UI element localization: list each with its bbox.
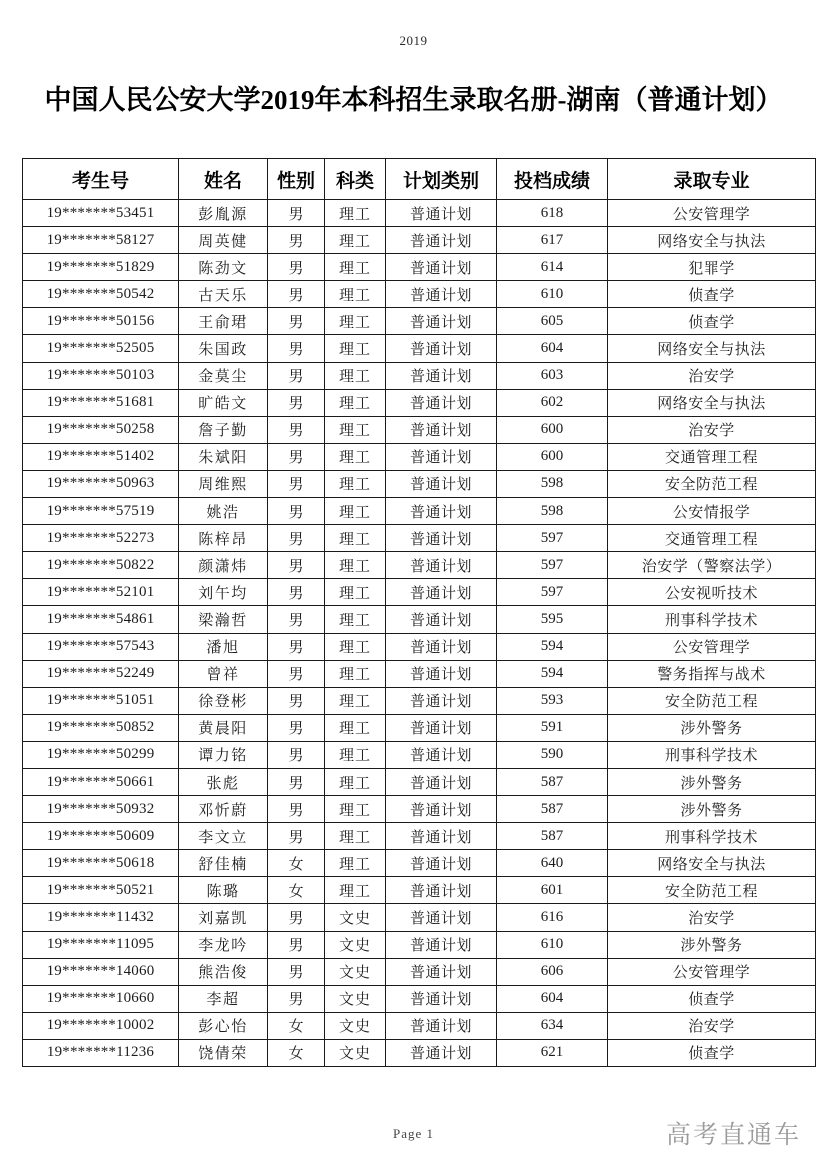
cell-exam-no: 19*******50156 xyxy=(23,308,179,335)
cell-gender: 男 xyxy=(268,714,325,741)
cell-name: 舒佳楠 xyxy=(179,850,268,877)
cell-name: 潘旭 xyxy=(179,633,268,660)
cell-plan-type: 普通计划 xyxy=(386,633,497,660)
cell-plan-type: 普通计划 xyxy=(386,768,497,795)
cell-subject: 理工 xyxy=(325,579,386,606)
admission-roster-table xyxy=(22,158,816,1067)
cell-plan-type: 普通计划 xyxy=(386,606,497,633)
cell-major: 网络安全与执法 xyxy=(608,850,816,877)
table-row xyxy=(23,1012,816,1039)
table-row xyxy=(23,714,816,741)
cell-score: 621 xyxy=(497,1039,608,1066)
cell-gender: 男 xyxy=(268,525,325,552)
cell-exam-no: 19*******50609 xyxy=(23,823,179,850)
cell-exam-no: 19*******50618 xyxy=(23,850,179,877)
table-row xyxy=(23,389,816,416)
cell-major: 刑事科学技术 xyxy=(608,606,816,633)
table-row xyxy=(23,931,816,958)
watermark: 高考直通车 xyxy=(665,1121,801,1149)
cell-major: 公安情报学 xyxy=(608,498,816,525)
table-row xyxy=(23,660,816,687)
cell-score: 640 xyxy=(497,850,608,877)
table-row xyxy=(23,823,816,850)
cell-plan-type: 普通计划 xyxy=(386,579,497,606)
table-row xyxy=(23,850,816,877)
cell-subject: 理工 xyxy=(325,254,386,281)
cell-score: 616 xyxy=(497,904,608,931)
cell-exam-no: 19*******52101 xyxy=(23,579,179,606)
table-row xyxy=(23,579,816,606)
cell-name: 刘午均 xyxy=(179,579,268,606)
cell-name: 古天乐 xyxy=(179,281,268,308)
cell-plan-type: 普通计划 xyxy=(386,308,497,335)
cell-exam-no: 19*******11432 xyxy=(23,904,179,931)
cell-name: 金莫尘 xyxy=(179,362,268,389)
cell-subject: 理工 xyxy=(325,633,386,660)
cell-name: 黄晨阳 xyxy=(179,714,268,741)
cell-exam-no: 19*******10660 xyxy=(23,985,179,1012)
column-header-name: 姓名 xyxy=(179,159,268,200)
cell-major: 侦查学 xyxy=(608,308,816,335)
cell-score: 587 xyxy=(497,823,608,850)
cell-name: 梁瀚哲 xyxy=(179,606,268,633)
cell-score: 606 xyxy=(497,958,608,985)
cell-gender: 男 xyxy=(268,200,325,227)
cell-plan-type: 普通计划 xyxy=(386,227,497,254)
column-header-major: 录取专业 xyxy=(608,159,816,200)
table-row xyxy=(23,985,816,1012)
cell-plan-type: 普通计划 xyxy=(386,796,497,823)
cell-subject: 理工 xyxy=(325,606,386,633)
cell-name: 邓忻蔚 xyxy=(179,796,268,823)
table-row xyxy=(23,606,816,633)
cell-gender: 男 xyxy=(268,931,325,958)
table-row xyxy=(23,362,816,389)
cell-name: 颜潇炜 xyxy=(179,552,268,579)
cell-plan-type: 普通计划 xyxy=(386,470,497,497)
cell-score: 598 xyxy=(497,498,608,525)
cell-score: 591 xyxy=(497,714,608,741)
cell-score: 634 xyxy=(497,1012,608,1039)
cell-subject: 理工 xyxy=(325,823,386,850)
cell-score: 593 xyxy=(497,687,608,714)
cell-subject: 理工 xyxy=(325,227,386,254)
cell-plan-type: 普通计划 xyxy=(386,335,497,362)
cell-name: 曾祥 xyxy=(179,660,268,687)
cell-subject: 文史 xyxy=(325,904,386,931)
cell-exam-no: 19*******50103 xyxy=(23,362,179,389)
cell-exam-no: 19*******50932 xyxy=(23,796,179,823)
cell-name: 彭胤源 xyxy=(179,200,268,227)
cell-name: 饶倩荣 xyxy=(179,1039,268,1066)
cell-plan-type: 普通计划 xyxy=(386,823,497,850)
cell-score: 614 xyxy=(497,254,608,281)
cell-major: 网络安全与执法 xyxy=(608,335,816,362)
cell-exam-no: 19*******52273 xyxy=(23,525,179,552)
table-row xyxy=(23,958,816,985)
page-header-year: 2019 xyxy=(399,33,428,48)
cell-score: 617 xyxy=(497,227,608,254)
cell-score: 610 xyxy=(497,281,608,308)
cell-score: 597 xyxy=(497,552,608,579)
cell-gender: 女 xyxy=(268,850,325,877)
cell-score: 603 xyxy=(497,362,608,389)
cell-subject: 理工 xyxy=(325,741,386,768)
table-row xyxy=(23,796,816,823)
cell-exam-no: 19*******57543 xyxy=(23,633,179,660)
cell-score: 590 xyxy=(497,741,608,768)
cell-major: 安全防范工程 xyxy=(608,687,816,714)
cell-subject: 文史 xyxy=(325,1039,386,1066)
table-row xyxy=(23,633,816,660)
cell-score: 594 xyxy=(497,660,608,687)
table-row xyxy=(23,768,816,795)
cell-name: 李超 xyxy=(179,985,268,1012)
cell-major: 公安管理学 xyxy=(608,958,816,985)
table-row xyxy=(23,1039,816,1066)
cell-name: 詹子勤 xyxy=(179,416,268,443)
table-row xyxy=(23,227,816,254)
cell-gender: 男 xyxy=(268,687,325,714)
cell-major: 涉外警务 xyxy=(608,714,816,741)
cell-gender: 男 xyxy=(268,741,325,768)
cell-plan-type: 普通计划 xyxy=(386,525,497,552)
cell-score: 601 xyxy=(497,877,608,904)
cell-exam-no: 19*******51681 xyxy=(23,389,179,416)
cell-plan-type: 普通计划 xyxy=(386,1039,497,1066)
column-header-exam-no: 考生号 xyxy=(23,159,179,200)
cell-subject: 理工 xyxy=(325,200,386,227)
cell-gender: 男 xyxy=(268,443,325,470)
cell-subject: 理工 xyxy=(325,443,386,470)
cell-subject: 理工 xyxy=(325,714,386,741)
cell-major: 安全防范工程 xyxy=(608,470,816,497)
cell-major: 安全防范工程 xyxy=(608,877,816,904)
cell-gender: 男 xyxy=(268,660,325,687)
cell-exam-no: 19*******52505 xyxy=(23,335,179,362)
cell-exam-no: 19*******14060 xyxy=(23,958,179,985)
cell-subject: 文史 xyxy=(325,985,386,1012)
table-row xyxy=(23,904,816,931)
cell-major: 网络安全与执法 xyxy=(608,227,816,254)
cell-score: 595 xyxy=(497,606,608,633)
cell-score: 598 xyxy=(497,470,608,497)
cell-gender: 男 xyxy=(268,254,325,281)
table-row xyxy=(23,877,816,904)
cell-gender: 男 xyxy=(268,227,325,254)
cell-gender: 男 xyxy=(268,498,325,525)
table-row xyxy=(23,200,816,227)
cell-exam-no: 19*******51402 xyxy=(23,443,179,470)
table-header-row xyxy=(23,159,816,200)
cell-exam-no: 19*******10002 xyxy=(23,1012,179,1039)
cell-major: 治安学 xyxy=(608,362,816,389)
cell-exam-no: 19*******54861 xyxy=(23,606,179,633)
cell-score: 610 xyxy=(497,931,608,958)
cell-major: 涉外警务 xyxy=(608,796,816,823)
cell-gender: 男 xyxy=(268,308,325,335)
cell-plan-type: 普通计划 xyxy=(386,741,497,768)
cell-gender: 男 xyxy=(268,768,325,795)
column-header-subject: 科类 xyxy=(325,159,386,200)
cell-plan-type: 普通计划 xyxy=(386,904,497,931)
cell-subject: 理工 xyxy=(325,877,386,904)
cell-exam-no: 19*******11095 xyxy=(23,931,179,958)
table-row xyxy=(23,308,816,335)
cell-name: 刘嘉凯 xyxy=(179,904,268,931)
cell-gender: 女 xyxy=(268,1012,325,1039)
cell-gender: 男 xyxy=(268,389,325,416)
cell-plan-type: 普通计划 xyxy=(386,254,497,281)
cell-exam-no: 19*******50661 xyxy=(23,768,179,795)
cell-major: 治安学 xyxy=(608,904,816,931)
cell-subject: 理工 xyxy=(325,416,386,443)
cell-major: 侦查学 xyxy=(608,985,816,1012)
cell-plan-type: 普通计划 xyxy=(386,877,497,904)
cell-exam-no: 19*******50521 xyxy=(23,877,179,904)
cell-gender: 男 xyxy=(268,633,325,660)
cell-gender: 男 xyxy=(268,416,325,443)
cell-score: 600 xyxy=(497,443,608,470)
column-header-gender: 性别 xyxy=(268,159,325,200)
cell-gender: 男 xyxy=(268,823,325,850)
table-row xyxy=(23,470,816,497)
cell-major: 公安视听技术 xyxy=(608,579,816,606)
cell-subject: 理工 xyxy=(325,308,386,335)
table-row xyxy=(23,525,816,552)
cell-major: 治安学（警察法学） xyxy=(608,552,816,579)
cell-gender: 男 xyxy=(268,796,325,823)
cell-plan-type: 普通计划 xyxy=(386,362,497,389)
cell-major: 涉外警务 xyxy=(608,931,816,958)
cell-subject: 理工 xyxy=(325,498,386,525)
cell-subject: 理工 xyxy=(325,362,386,389)
cell-exam-no: 19*******51829 xyxy=(23,254,179,281)
cell-score: 604 xyxy=(497,335,608,362)
cell-major: 警务指挥与战术 xyxy=(608,660,816,687)
cell-major: 交通管理工程 xyxy=(608,525,816,552)
roster-table-container xyxy=(22,158,808,1067)
cell-name: 王俞珺 xyxy=(179,308,268,335)
table-row xyxy=(23,552,816,579)
cell-score: 594 xyxy=(497,633,608,660)
cell-subject: 理工 xyxy=(325,796,386,823)
cell-plan-type: 普通计划 xyxy=(386,281,497,308)
cell-gender: 男 xyxy=(268,470,325,497)
cell-name: 周维熙 xyxy=(179,470,268,497)
cell-name: 李龙吟 xyxy=(179,931,268,958)
cell-gender: 男 xyxy=(268,904,325,931)
cell-major: 网络安全与执法 xyxy=(608,389,816,416)
table-row xyxy=(23,335,816,362)
cell-name: 陈璐 xyxy=(179,877,268,904)
cell-gender: 男 xyxy=(268,579,325,606)
cell-score: 605 xyxy=(497,308,608,335)
cell-subject: 理工 xyxy=(325,660,386,687)
cell-plan-type: 普通计划 xyxy=(386,687,497,714)
cell-gender: 男 xyxy=(268,362,325,389)
cell-subject: 文史 xyxy=(325,958,386,985)
cell-exam-no: 19*******50299 xyxy=(23,741,179,768)
cell-name: 张彪 xyxy=(179,768,268,795)
cell-subject: 文史 xyxy=(325,931,386,958)
cell-subject: 理工 xyxy=(325,470,386,497)
cell-subject: 理工 xyxy=(325,281,386,308)
cell-exam-no: 19*******51051 xyxy=(23,687,179,714)
cell-exam-no: 19*******50258 xyxy=(23,416,179,443)
cell-score: 587 xyxy=(497,768,608,795)
cell-major: 交通管理工程 xyxy=(608,443,816,470)
cell-exam-no: 19*******53451 xyxy=(23,200,179,227)
cell-major: 刑事科学技术 xyxy=(608,741,816,768)
cell-name: 彭心怡 xyxy=(179,1012,268,1039)
cell-exam-no: 19*******50852 xyxy=(23,714,179,741)
cell-score: 600 xyxy=(497,416,608,443)
cell-major: 刑事科学技术 xyxy=(608,823,816,850)
cell-gender: 男 xyxy=(268,985,325,1012)
cell-subject: 文史 xyxy=(325,1012,386,1039)
cell-plan-type: 普通计划 xyxy=(386,389,497,416)
cell-score: 604 xyxy=(497,985,608,1012)
cell-name: 朱斌阳 xyxy=(179,443,268,470)
cell-plan-type: 普通计划 xyxy=(386,552,497,579)
cell-exam-no: 19*******52249 xyxy=(23,660,179,687)
table-header xyxy=(23,159,816,200)
cell-name: 旷皓文 xyxy=(179,389,268,416)
cell-plan-type: 普通计划 xyxy=(386,1012,497,1039)
cell-subject: 理工 xyxy=(325,525,386,552)
cell-subject: 理工 xyxy=(325,335,386,362)
cell-major: 治安学 xyxy=(608,1012,816,1039)
cell-plan-type: 普通计划 xyxy=(386,931,497,958)
cell-gender: 男 xyxy=(268,958,325,985)
cell-name: 姚浩 xyxy=(179,498,268,525)
table-row xyxy=(23,443,816,470)
cell-name: 朱国政 xyxy=(179,335,268,362)
cell-name: 周英健 xyxy=(179,227,268,254)
column-header-plan-type: 计划类别 xyxy=(386,159,497,200)
cell-major: 犯罪学 xyxy=(608,254,816,281)
cell-gender: 男 xyxy=(268,606,325,633)
cell-subject: 理工 xyxy=(325,850,386,877)
cell-plan-type: 普通计划 xyxy=(386,443,497,470)
table-row xyxy=(23,741,816,768)
table-row xyxy=(23,254,816,281)
cell-major: 侦查学 xyxy=(608,281,816,308)
table-row xyxy=(23,687,816,714)
cell-name: 熊浩俊 xyxy=(179,958,268,985)
cell-exam-no: 19*******50542 xyxy=(23,281,179,308)
cell-gender: 女 xyxy=(268,1039,325,1066)
cell-exam-no: 19*******50963 xyxy=(23,470,179,497)
cell-gender: 男 xyxy=(268,281,325,308)
cell-major: 侦查学 xyxy=(608,1039,816,1066)
cell-score: 618 xyxy=(497,200,608,227)
cell-major: 涉外警务 xyxy=(608,768,816,795)
cell-gender: 女 xyxy=(268,877,325,904)
cell-major: 公安管理学 xyxy=(608,200,816,227)
page-title: 中国人民公安大学2019年本科招生录取名册-湖南（普通计划） xyxy=(44,85,783,115)
cell-exam-no: 19*******11236 xyxy=(23,1039,179,1066)
cell-plan-type: 普通计划 xyxy=(386,958,497,985)
cell-major: 公安管理学 xyxy=(608,633,816,660)
cell-plan-type: 普通计划 xyxy=(386,200,497,227)
cell-exam-no: 19*******58127 xyxy=(23,227,179,254)
cell-subject: 理工 xyxy=(325,687,386,714)
cell-score: 587 xyxy=(497,796,608,823)
cell-plan-type: 普通计划 xyxy=(386,850,497,877)
cell-plan-type: 普通计划 xyxy=(386,416,497,443)
cell-name: 李文立 xyxy=(179,823,268,850)
cell-name: 陈梓昂 xyxy=(179,525,268,552)
cell-subject: 理工 xyxy=(325,552,386,579)
cell-exam-no: 19*******50822 xyxy=(23,552,179,579)
table-body xyxy=(23,200,816,1067)
table-row xyxy=(23,416,816,443)
cell-major: 治安学 xyxy=(608,416,816,443)
cell-gender: 男 xyxy=(268,335,325,362)
cell-gender: 男 xyxy=(268,552,325,579)
page-number: Page 1 xyxy=(392,1126,435,1141)
cell-name: 谭力铭 xyxy=(179,741,268,768)
cell-plan-type: 普通计划 xyxy=(386,660,497,687)
cell-plan-type: 普通计划 xyxy=(386,985,497,1012)
cell-exam-no: 19*******57519 xyxy=(23,498,179,525)
cell-name: 陈劲文 xyxy=(179,254,268,281)
table-row xyxy=(23,281,816,308)
cell-plan-type: 普通计划 xyxy=(386,498,497,525)
table-row xyxy=(23,498,816,525)
cell-plan-type: 普通计划 xyxy=(386,714,497,741)
cell-name: 徐登彬 xyxy=(179,687,268,714)
cell-subject: 理工 xyxy=(325,389,386,416)
cell-score: 597 xyxy=(497,579,608,606)
cell-score: 602 xyxy=(497,389,608,416)
column-header-score: 投档成绩 xyxy=(497,159,608,200)
cell-score: 597 xyxy=(497,525,608,552)
cell-subject: 理工 xyxy=(325,768,386,795)
